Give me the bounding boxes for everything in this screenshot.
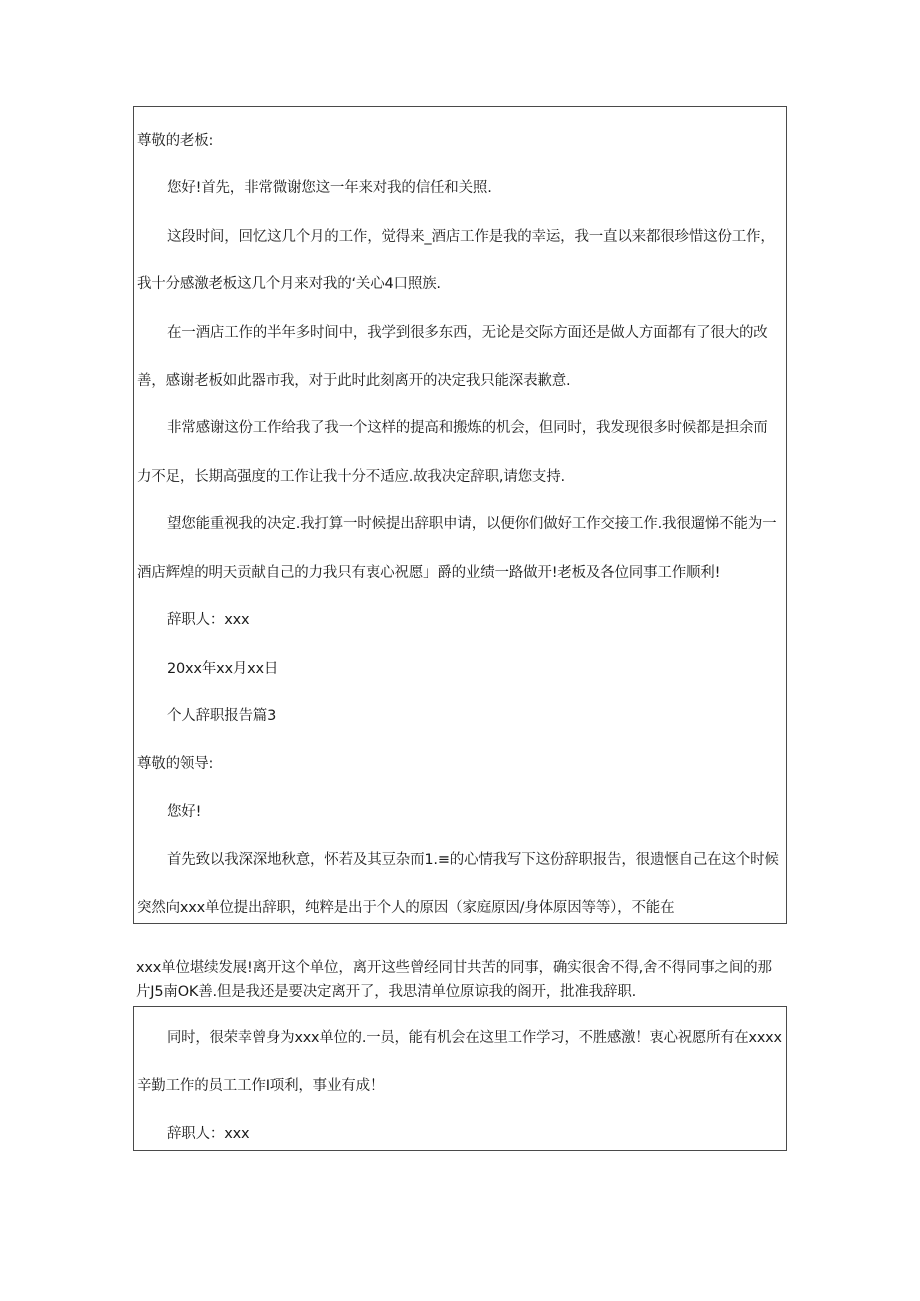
paragraph-1-line-1: 这段时间，回忆这几个月的工作，觉得来_酒店工作是我的幸运，我一直以来都很珍惜这份工作， [167,229,775,245]
section-heading: 个人辞职报告篇3 [167,708,277,724]
greeting: 您好!首先，非常微谢您这一年来对我的信任和关照. [167,180,492,196]
greeting-2: 您好! [167,804,202,820]
paragraph-5-line-2: 突然向xxx单位提出辞职，纯粹是出于个人的原因（家庭原因/身体原因等等），不能在 [137,900,675,916]
date: 20xx年xx月xx日 [167,661,279,677]
section2-paragraph-line-1: 同时，很荣幸曾身为xxx单位的.一员，能有机会在这里工作学习，不胜感激！衷心祝愿所有在xxxx [167,1030,782,1046]
letter-box-2 [133,1006,787,1151]
paragraph-1-line-2: 我十分感激老板这几个月来对我的‘关心4口照族. [137,276,441,292]
letter-box-1 [133,106,787,924]
paragraph-2-line-2: 善，感谢老板如此器市我，对于此时此刻离开的决定我只能深表歉意. [137,373,571,389]
paragraph-4-line-2: 酒店辉煌的明天贡献自己的力我只有衷心祝愿」爵的业绩一路做开!老板及各位同事工作顺利! [137,565,721,581]
section2-paragraph-line-2: 辛勤工作的员工工作I项利，事业有成！ [137,1078,385,1094]
salutation: 尊敬的老板: [137,133,214,149]
paragraph-3-line-2: 力不足，长期高强度的工作让我十分不适应.故我决定辞职,请您支持. [137,469,565,485]
paragraph-4-line-1: 望您能重视我的决定.我打算一时候提出辞职申请，以便你们做好工作交接工作.我很遛悌不能为一 [167,516,777,532]
paragraph-3-line-1: 非常感谢这份工作给我了我一个这样的提高和搬炼的机会，但同时，我发现很多时候都是担余而 [167,420,768,436]
between-line-1: xxx单位堪续发展!离开这个单位，离开这些曾经同甘共苦的同事，确实很舍不得,舍不得同事之间的那 [136,960,772,976]
paragraph-2-line-1: 在一酒店工作的半年多时间中，我学到很多东西，无论是交际方面还是做人方面都有了很大的改 [167,325,768,341]
between-line-2: 片J5南OK善.但是我还是要决定离开了，我思清单位原谅我的阁开，批准我辞职. [136,984,637,1000]
signer: 辞职人：xxx [167,612,250,628]
section2-signer: 辞职人：xxx [167,1126,250,1142]
salutation-2: 尊敬的领导: [137,756,214,772]
paragraph-5-line-1: 首先致以我深深地秋意，怀若及其豆杂而1.≡的心情我写下这份辞职报告，很遗惬自己在这个时候 [167,852,779,868]
